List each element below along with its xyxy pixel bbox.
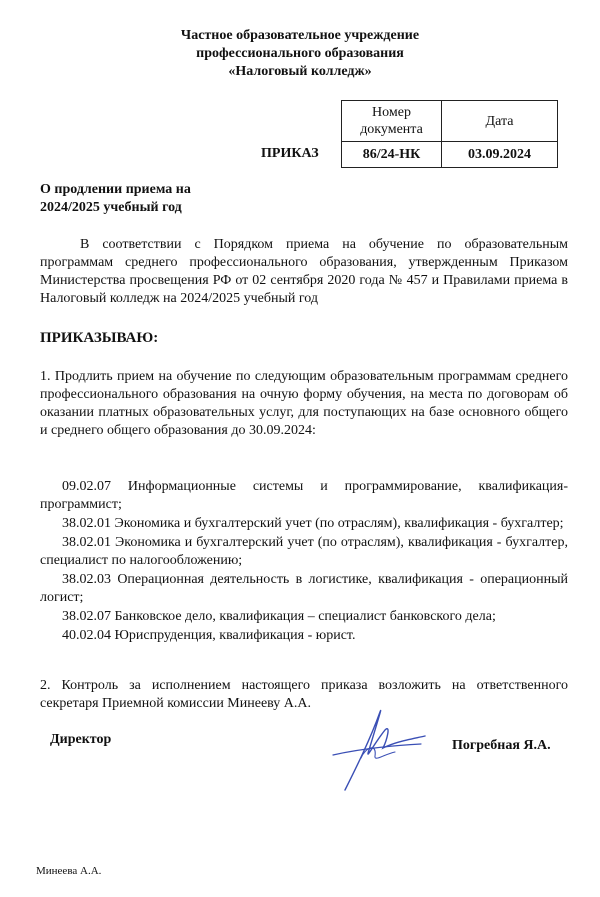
specialty-item: 38.02.01 Экономика и бухгалтерский учет (по отраслям), квалификация - бухгалтер, специалист по налогообложению;	[40, 535, 568, 568]
organization-header	[0, 27, 600, 81]
item-1-paragraph: 1. Продлить прием на обучение по следующим образовательным программам среднего профессионального образования на очную форму обучения, на места по договорам об оказании платных образовательных услуг, для поступающих на базе основного общего и среднего общего образования до 30.09.2024:	[40, 369, 568, 438]
doc-date-header: Дата	[442, 101, 558, 142]
order-subject	[40, 181, 191, 217]
order-label: ПРИКАЗ	[261, 146, 319, 161]
specialty-item: 09.02.07 Информационные системы и программирование, квалификация-программист;	[40, 479, 568, 512]
org-name-line-1: Частное образовательное учреждение	[180, 28, 420, 43]
specialty-item: 38.02.03 Операционная деятельность в логистике, квалификация - операционный логист;	[40, 572, 568, 605]
org-name-line-3: «Налоговый колледж»	[228, 64, 372, 79]
item-2-paragraph: 2. Контроль за исполнением настоящего приказа возложить на ответственного секретаря Приемной комиссии Минееву А.А.	[40, 678, 568, 711]
handwritten-signature	[325, 700, 435, 800]
order-details-table	[341, 100, 558, 168]
signatory-title: Директор	[50, 732, 112, 747]
specialty-item: 40.02.04 Юриспруденция, квалификация - юрист.	[62, 628, 356, 643]
subject-line-1: О продлении приема на	[40, 182, 191, 197]
specialty-item: 38.02.07 Банковское дело, квалификация – специалист банковского дела;	[62, 609, 496, 624]
executor-name: Минеева А.А.	[36, 865, 102, 877]
specialty-item: 38.02.01 Экономика и бухгалтерский учет (по отраслям), квалификация - бухгалтер;	[62, 516, 564, 531]
order-directive-heading: ПРИКАЗЫВАЮ:	[40, 330, 159, 346]
doc-date-value: 03.09.2024	[442, 142, 558, 168]
signatory-name: Погребная Я.А.	[452, 738, 551, 753]
doc-number-value: 86/24-НК	[342, 142, 442, 168]
preamble-paragraph: В соответствии с Порядком приема на обучение по образовательным программам среднего профессионального образования, утвержденным Приказом Министерства просвещения РФ от 02 сентября 2020 года № 457 и Правилами приема в Налоговый колледж на 2024/2025 учебный год	[40, 237, 568, 306]
specialty-list	[40, 478, 568, 646]
org-name-line-2: профессионального образования	[196, 46, 404, 61]
doc-number-header: Номер документа	[342, 101, 442, 142]
subject-line-2: 2024/2025 учебный год	[40, 200, 182, 215]
